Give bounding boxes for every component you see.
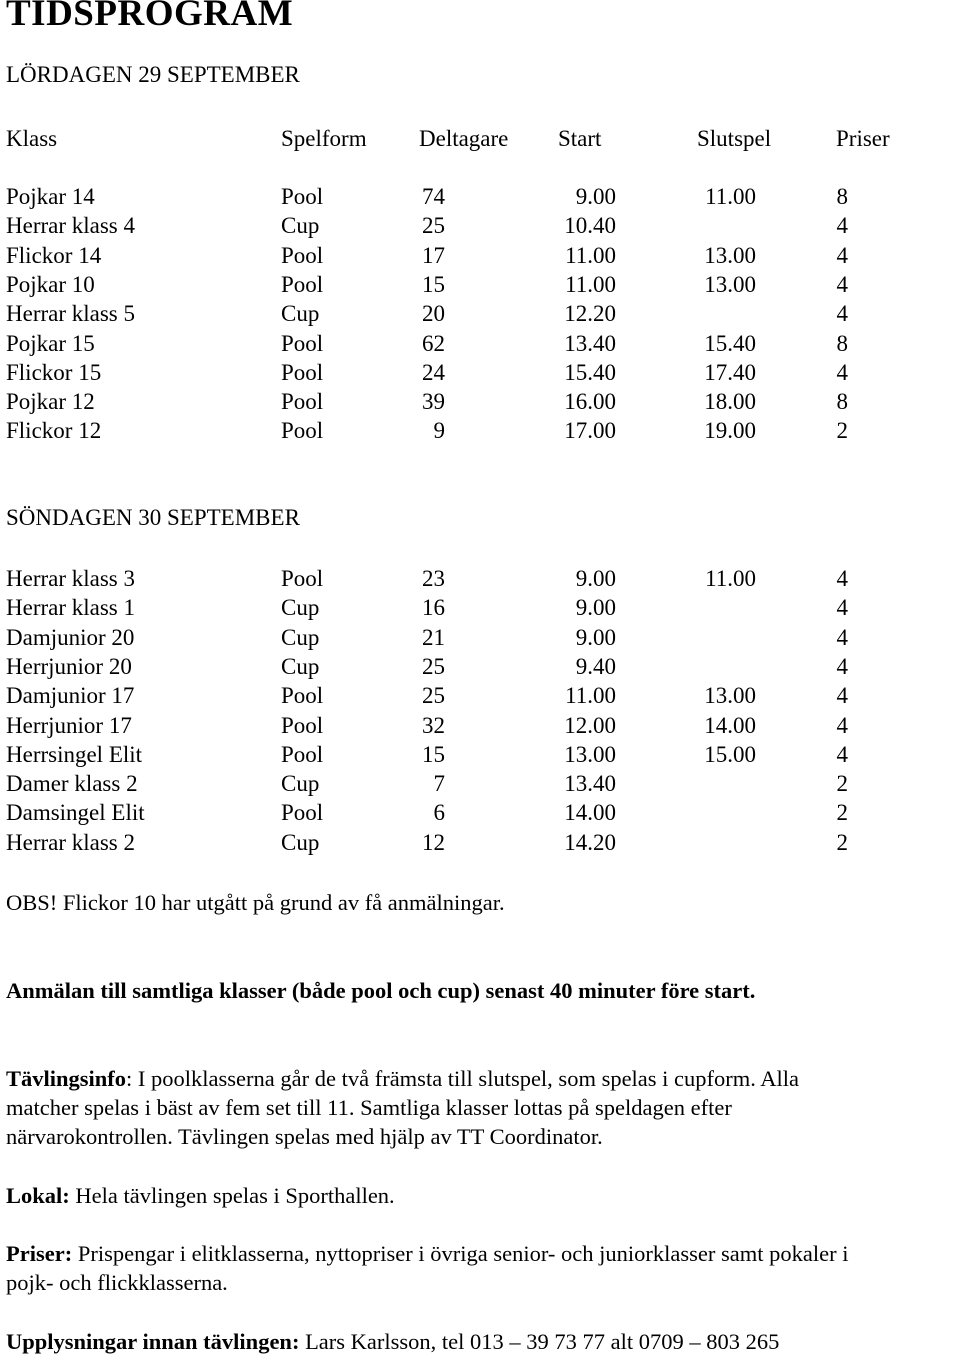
cell-slutspel: 17.40: [704, 359, 756, 385]
cell-spelform: Cup: [281, 213, 320, 239]
cell-deltagare: 12: [422, 829, 445, 855]
cell-klass: Herrsingel Elit: [6, 741, 143, 767]
cell-klass: Pojkar 12: [6, 389, 95, 415]
cell-klass: Pojkar 14: [6, 184, 95, 209]
prizes-info-line-1: Priser: Prispengar i elitklasserna, nyttopriser i övriga senior- och juniorklasser samt pokaler i: [6, 1241, 849, 1266]
table-row: [0, 828, 960, 857]
cell-slutspel: 11.00: [705, 566, 756, 591]
cell-klass: Pojkar 10: [6, 271, 95, 297]
cell-deltagare: 15: [422, 271, 445, 297]
column-header-klass: Klass: [6, 126, 58, 151]
cell-priser: 4: [836, 595, 848, 621]
cell-spelform: Pool: [281, 184, 324, 209]
table-header: [0, 124, 960, 153]
cell-klass: Flickor 15: [6, 359, 102, 385]
cell-klass: Herrjunior 17: [6, 712, 132, 738]
registration-note: Anmälan till samtliga klasser (både pool och cup) senast 40 minuter före start.: [6, 978, 756, 1003]
cell-priser: 4: [836, 712, 848, 738]
prizes-info-line-2: pojk- och flickklasserna.: [6, 1270, 228, 1295]
contact-label: Upplysningar innan tävlingen:: [6, 1329, 300, 1354]
cell-slutspel: 15.00: [704, 741, 756, 767]
cell-deltagare: 9: [433, 418, 445, 444]
column-header-priser: Priser: [836, 126, 890, 151]
cell-spelform: Cup: [281, 301, 320, 327]
cell-klass: Herrar klass 1: [6, 595, 136, 621]
cell-spelform: Pool: [281, 800, 324, 826]
cell-start: 11.00: [565, 271, 616, 297]
cell-deltagare: 74: [422, 184, 445, 209]
column-header-slutspel: Slutspel: [697, 126, 772, 151]
cell-spelform: Cup: [281, 829, 320, 855]
cell-priser: 4: [836, 624, 848, 650]
cell-start: 11.00: [565, 242, 616, 268]
table-row: [0, 299, 960, 328]
cell-start: 14.00: [564, 800, 616, 826]
table-row: [0, 623, 960, 652]
cell-spelform: Cup: [281, 624, 320, 650]
cell-priser: 8: [836, 389, 848, 415]
cell-spelform: Pool: [281, 741, 324, 767]
cell-spelform: Cup: [281, 653, 320, 679]
cell-klass: Flickor 14: [6, 242, 102, 268]
cell-start: 12.00: [564, 712, 616, 738]
cell-klass: Damjunior 17: [6, 683, 135, 709]
cell-start: 9.40: [575, 653, 616, 679]
table-row: [0, 769, 960, 798]
table-row: [0, 241, 960, 270]
cell-priser: 2: [836, 771, 848, 797]
day-heading-saturday: LÖRDAGEN 29 SEPTEMBER: [6, 62, 300, 87]
obs-note: OBS! Flickor 10 har utgått på grund av få anmälningar.: [6, 890, 505, 915]
cell-start: 15.40: [564, 359, 616, 385]
cell-priser: 4: [836, 359, 848, 385]
cell-deltagare: 16: [422, 595, 445, 621]
cell-klass: Herrar klass 5: [6, 301, 136, 327]
cell-start: 13.40: [564, 771, 616, 797]
cell-deltagare: 62: [422, 330, 445, 356]
cell-priser: 4: [836, 242, 848, 268]
cell-spelform: Pool: [281, 242, 324, 268]
table-row: [0, 211, 960, 240]
table-row: [0, 416, 960, 445]
column-header-deltagare: Deltagare: [419, 126, 509, 151]
prizes-label: Priser:: [6, 1241, 73, 1266]
cell-start: 14.20: [564, 829, 616, 855]
cell-priser: 8: [836, 330, 848, 356]
table-row: [0, 270, 960, 299]
page-title: TIDSPROGRAM: [6, 0, 294, 34]
cell-klass: Pojkar 15: [6, 330, 95, 356]
cell-spelform: Pool: [281, 566, 324, 591]
cell-spelform: Pool: [281, 330, 324, 356]
cell-start: 9.00: [575, 566, 616, 591]
cell-priser: 4: [836, 683, 848, 709]
cell-slutspel: 13.00: [704, 242, 756, 268]
cell-start: 12.20: [564, 301, 616, 327]
cell-start: 16.00: [564, 389, 616, 415]
cell-slutspel: 19.00: [704, 418, 756, 444]
cell-priser: 4: [836, 301, 848, 327]
cell-slutspel: 13.00: [704, 271, 756, 297]
cell-spelform: Pool: [281, 683, 324, 709]
table-row: [0, 593, 960, 622]
cell-spelform: Pool: [281, 271, 324, 297]
cell-spelform: Pool: [281, 418, 324, 444]
table-row: [0, 652, 960, 681]
competition-info-line-1: Tävlingsinfo: I poolklasserna går de två främsta till slutspel, som spelas i cupform. Alla: [6, 1066, 800, 1091]
cell-priser: 4: [836, 566, 848, 591]
cell-klass: Damer klass 2: [6, 771, 138, 797]
cell-klass: Damsingel Elit: [6, 800, 145, 826]
cell-priser: 2: [836, 829, 848, 855]
cell-priser: 4: [836, 653, 848, 679]
cell-start: 17.00: [564, 418, 616, 444]
contact-info: Upplysningar innan tävlingen: Lars Karlsson, tel 013 – 39 73 77 alt 0709 – 803 265: [6, 1329, 780, 1354]
venue-label: Lokal:: [6, 1183, 70, 1208]
cell-deltagare: 15: [422, 741, 445, 767]
table-row: [0, 711, 960, 740]
competition-info-line-3: närvarokontrollen. Tävlingen spelas med hjälp av TT Coordinator.: [6, 1124, 603, 1149]
cell-deltagare: 25: [422, 213, 445, 239]
table-row: [0, 329, 960, 358]
cell-deltagare: 7: [433, 771, 445, 797]
cell-deltagare: 20: [422, 301, 445, 327]
cell-priser: 4: [836, 271, 848, 297]
table-row: [0, 740, 960, 769]
cell-priser: 4: [836, 741, 848, 767]
cell-start: 9.00: [575, 624, 616, 650]
day-heading-sunday: SÖNDAGEN 30 SEPTEMBER: [6, 505, 300, 530]
column-header-spelform: Spelform: [281, 126, 367, 151]
cell-klass: Herrar klass 3: [6, 566, 136, 591]
cell-start: 11.00: [565, 683, 616, 709]
cell-deltagare: 23: [422, 566, 445, 591]
cell-priser: 4: [836, 213, 848, 239]
cell-klass: Herrar klass 2: [6, 829, 136, 855]
cell-deltagare: 32: [422, 712, 445, 738]
cell-slutspel: 14.00: [704, 712, 756, 738]
cell-priser: 8: [836, 184, 848, 209]
cell-klass: Herrar klass 4: [6, 213, 136, 239]
competition-info-label: Tävlingsinfo: [6, 1066, 127, 1091]
table-row: [0, 564, 960, 593]
cell-spelform: Pool: [281, 359, 324, 385]
cell-deltagare: 39: [422, 389, 445, 415]
cell-priser: 2: [836, 800, 848, 826]
cell-klass: Herrjunior 20: [6, 653, 132, 679]
column-header-start: Start: [558, 126, 602, 151]
cell-spelform: Cup: [281, 771, 320, 797]
cell-priser: 2: [836, 418, 848, 444]
cell-slutspel: 11.00: [705, 184, 756, 209]
competition-info-line-2: matcher spelas i bäst av fem set till 11. Samtliga klasser lottas på speldagen efter: [6, 1095, 732, 1120]
cell-deltagare: 21: [422, 624, 445, 650]
cell-deltagare: 17: [422, 242, 445, 268]
cell-slutspel: 13.00: [704, 683, 756, 709]
cell-slutspel: 15.40: [704, 330, 756, 356]
table-row: [0, 387, 960, 416]
cell-deltagare: 25: [422, 683, 445, 709]
cell-start: 13.00: [564, 741, 616, 767]
cell-klass: Damjunior 20: [6, 624, 135, 650]
cell-slutspel: 18.00: [704, 389, 756, 415]
venue-info: Lokal: Hela tävlingen spelas i Sporthallen.: [6, 1183, 395, 1208]
cell-spelform: Pool: [281, 389, 324, 415]
cell-deltagare: 24: [422, 359, 445, 385]
cell-spelform: Pool: [281, 712, 324, 738]
cell-klass: Flickor 12: [6, 418, 102, 444]
cell-deltagare: 25: [422, 653, 445, 679]
cell-start: 13.40: [564, 330, 616, 356]
cell-start: 10.40: [564, 213, 616, 239]
table-row: [0, 182, 960, 211]
cell-start: 9.00: [575, 184, 616, 209]
cell-start: 9.00: [575, 595, 616, 621]
table-row: [0, 358, 960, 387]
cell-spelform: Cup: [281, 595, 320, 621]
table-row: [0, 681, 960, 710]
table-row: [0, 798, 960, 827]
cell-deltagare: 6: [433, 800, 445, 826]
